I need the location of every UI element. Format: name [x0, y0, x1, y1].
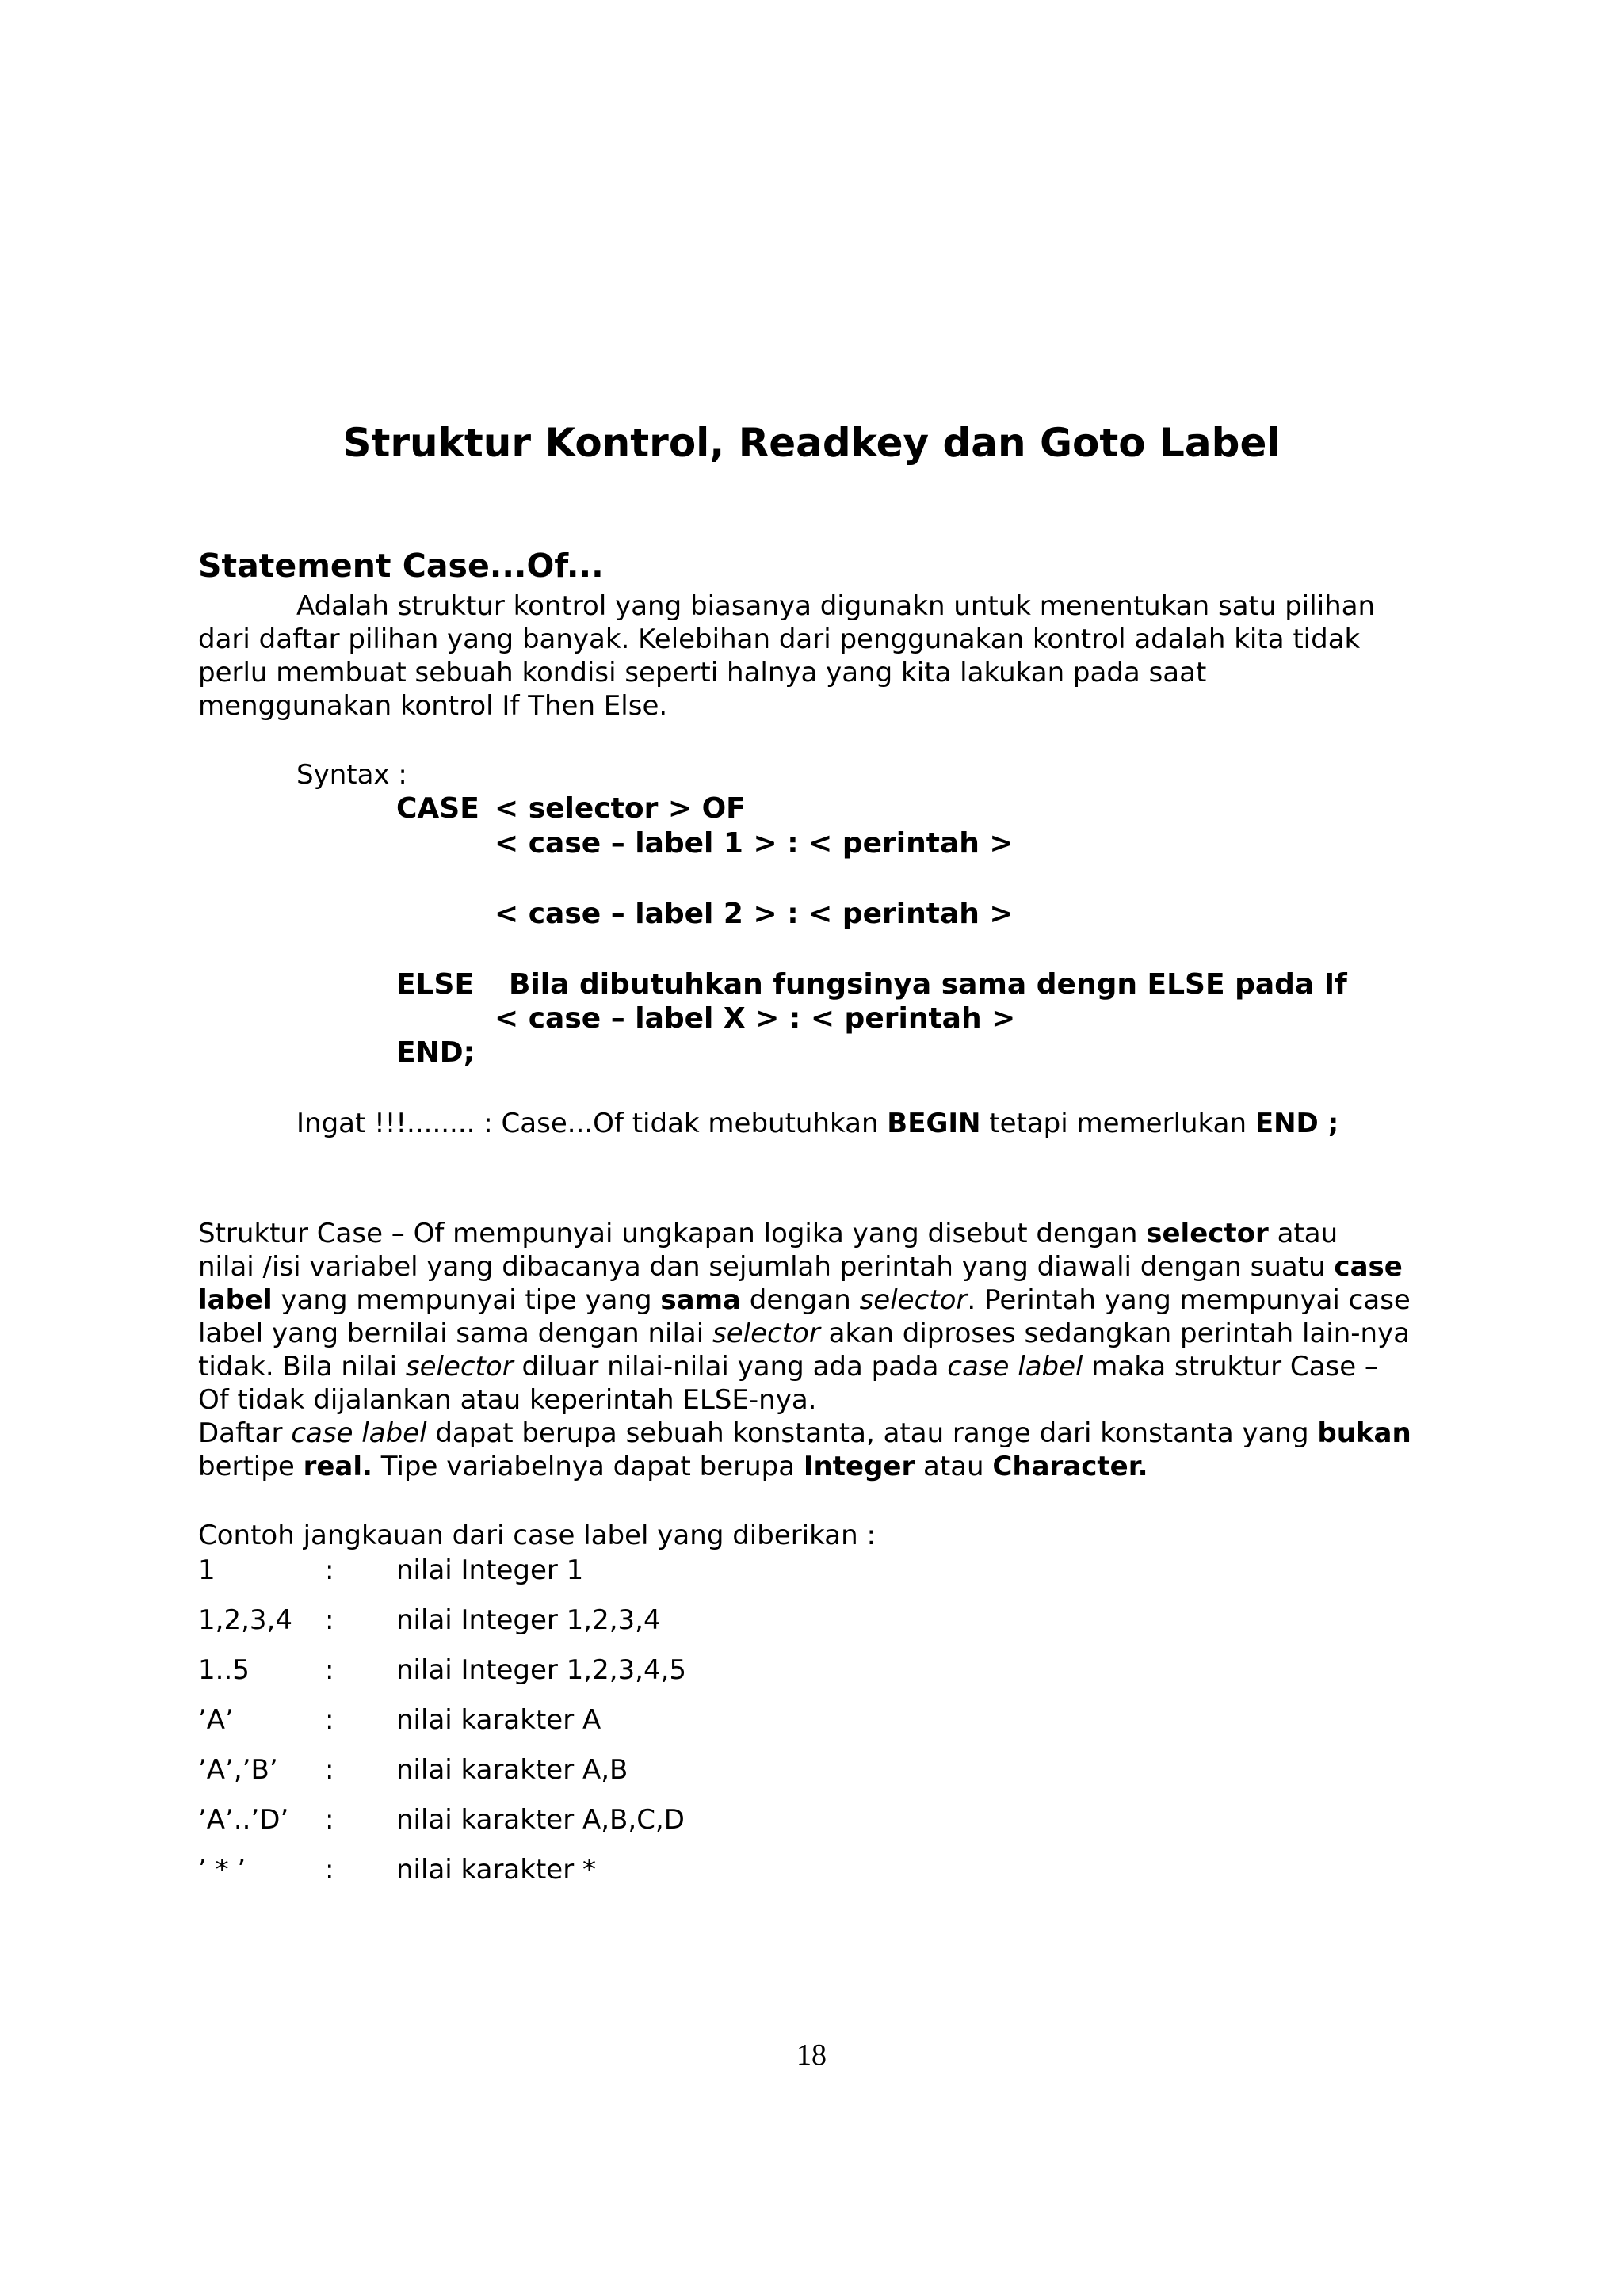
example-description: nilai karakter A,B,C,D — [396, 1804, 685, 1836]
page-title: Struktur Kontrol, Readkey dan Goto Label — [342, 420, 1281, 466]
example-separator: : — [325, 1654, 334, 1686]
description-paragraph — [198, 1217, 1442, 1483]
example-description: nilai karakter A — [396, 1704, 601, 1736]
example-separator: : — [325, 1604, 334, 1636]
syntax-case-keyword: CASE — [396, 792, 479, 825]
example-label: ’A’,’B’ — [198, 1754, 278, 1786]
reminder-middle: tetapi memerlukan — [980, 1108, 1255, 1139]
description-line: Daftar case label dapat berupa sebuah konstanta, atau range dari konstanta yang bukan — [198, 1417, 1411, 1449]
example-separator: : — [325, 1704, 334, 1736]
intro-line: menggunakan kontrol If Then Else. — [198, 690, 668, 722]
syntax-case-label-1: < case – label 1 > : < perintah > — [495, 827, 1014, 860]
example-label: ’A’..’D’ — [198, 1804, 289, 1836]
reminder-prefix: Ingat !!!........ : Case...Of tidak mebutuhkan — [296, 1108, 888, 1139]
page-number: 18 — [796, 2039, 827, 2072]
description-line: label yang mempunyai tipe yang sama dengan selector. Perintah yang mempunyai case — [198, 1284, 1411, 1316]
description-line: tidak. Bila nilai selector diluar nilai-nilai yang ada pada case label maka struktur Case – — [198, 1351, 1378, 1383]
example-description: nilai karakter * — [396, 1854, 596, 1886]
description-line: Of tidak dijalankan atau keperintah ELSE-nya. — [198, 1384, 817, 1416]
example-label: ’A’ — [198, 1704, 234, 1736]
example-label: 1..5 — [198, 1654, 250, 1686]
intro-line: Adalah struktur kontrol yang biasanya digunakn untuk menentukan satu pilihan — [296, 590, 1376, 622]
example-description: nilai Integer 1,2,3,4,5 — [396, 1654, 687, 1686]
description-line: bertipe real. Tipe variabelnya dapat berupa Integer atau Character. — [198, 1451, 1148, 1482]
example-label: 1,2,3,4 — [198, 1604, 292, 1636]
intro-line: perlu membuat sebuah kondisi seperti halnya yang kita lakukan pada saat — [198, 657, 1207, 688]
intro-paragraph — [198, 589, 1442, 723]
syntax-end-keyword: END; — [396, 1036, 475, 1069]
example-description: nilai Integer 1,2,3,4 — [396, 1604, 661, 1636]
reminder-begin: BEGIN — [887, 1108, 981, 1139]
example-separator: : — [325, 1754, 334, 1786]
description-line: nilai /isi variabel yang dibacanya dan sejumlah perintah yang diawali dengan suatu case — [198, 1251, 1403, 1283]
syntax-case-label-2: < case – label 2 > : < perintah > — [495, 898, 1014, 930]
reminder-end: END ; — [1254, 1108, 1339, 1139]
example-separator: : — [325, 1554, 334, 1586]
syntax-label: Syntax : — [296, 759, 407, 791]
example-separator: : — [325, 1804, 334, 1836]
examples-intro: Contoh jangkauan dari case label yang diberikan : — [198, 1520, 876, 1551]
syntax-selector: < selector > OF — [495, 792, 746, 825]
reminder-note — [296, 1108, 1338, 1139]
description-line: Struktur Case – Of mempunyai ungkapan logika yang disebut dengan selector atau — [198, 1218, 1338, 1249]
description-line: label yang bernilai sama dengan nilai selector akan diproses sedangkan perintah lain-nya — [198, 1318, 1411, 1349]
example-description: nilai Integer 1 — [396, 1554, 584, 1586]
section-heading: Statement Case...Of... — [198, 547, 604, 585]
intro-line: dari daftar pilihan yang banyak. Kelebihan dari penggunakan kontrol adalah kita tidak — [198, 624, 1361, 655]
syntax-case-label-x: < case – label X > : < perintah > — [495, 1002, 1016, 1035]
example-separator: : — [325, 1854, 334, 1886]
syntax-else-keyword: ELSE — [396, 968, 475, 1001]
example-label: 1 — [198, 1554, 216, 1586]
syntax-else-description: Bila dibutuhkan fungsinya sama dengn ELSE pada If — [509, 968, 1347, 1001]
example-label: ’ * ’ — [198, 1854, 246, 1886]
example-description: nilai karakter A,B — [396, 1754, 628, 1786]
